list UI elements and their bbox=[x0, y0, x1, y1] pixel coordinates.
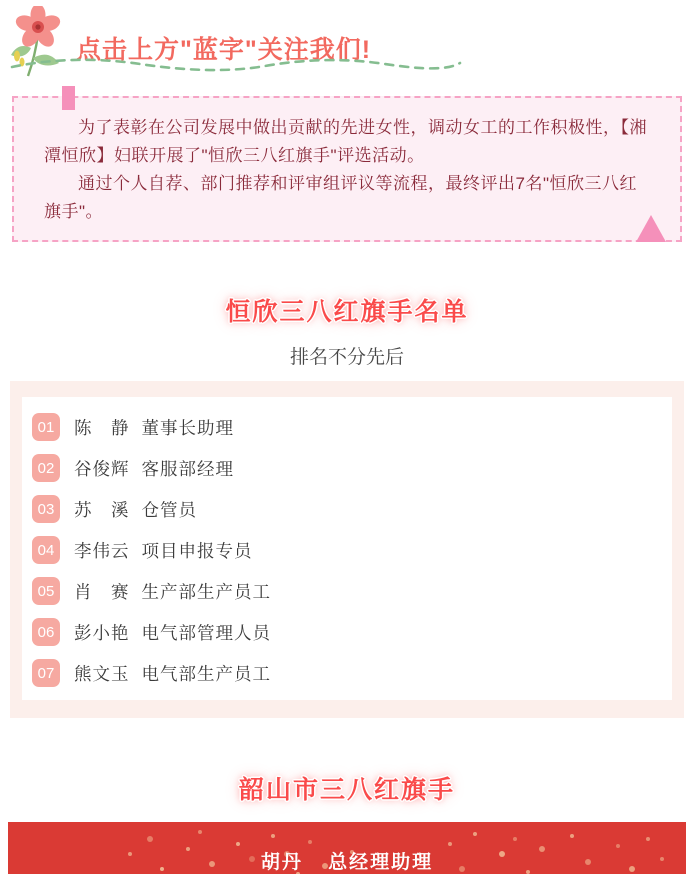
person-job: 生产部生产员工 bbox=[141, 581, 271, 602]
wavy-divider-icon bbox=[10, 54, 462, 76]
intro-box bbox=[12, 96, 682, 242]
roster-row bbox=[32, 413, 662, 441]
rank-badge: 07 bbox=[32, 659, 60, 687]
intro-paragraph-1: 为了表彰在公司发展中做出贡献的先进女性，调动女工的工作积极性，【湘潭恒欣】妇联开展了"恒欣三八红旗手"评选活动。 bbox=[44, 118, 647, 165]
person-name: 李伟云 bbox=[74, 540, 130, 561]
rank-badge: 01 bbox=[32, 413, 60, 441]
roster-subtitle: 排名不分先后 bbox=[289, 347, 404, 368]
person-name: 熊文玉 bbox=[74, 663, 130, 684]
rank-badge: 05 bbox=[32, 577, 60, 605]
person-job: 项目申报专员 bbox=[141, 540, 253, 561]
follow-header bbox=[0, 0, 694, 92]
accent-bar-decoration bbox=[62, 86, 75, 110]
person-job: 客服部经理 bbox=[141, 458, 234, 479]
rank-badge: 04 bbox=[32, 536, 60, 564]
rank-badge: 06 bbox=[32, 618, 60, 646]
roster-row bbox=[32, 454, 662, 482]
rank-badge: 03 bbox=[32, 495, 60, 523]
roster-row bbox=[32, 577, 662, 605]
person-job: 电气部生产员工 bbox=[141, 663, 271, 684]
roster-title: 恒欣三八红旗手名单 bbox=[225, 298, 469, 326]
rank-badge: 02 bbox=[32, 454, 60, 482]
triangle-decoration bbox=[636, 215, 666, 242]
person-job: 董事长助理 bbox=[141, 417, 234, 438]
person-job: 电气部管理人员 bbox=[141, 622, 271, 643]
person-job: 仓管员 bbox=[141, 499, 197, 520]
person-name: 陈 静 bbox=[74, 417, 130, 438]
shaoshan-awardee bbox=[261, 847, 433, 874]
roster-card bbox=[22, 397, 672, 700]
awardee-job: 总经理助理 bbox=[328, 851, 434, 873]
person-name: 谷俊辉 bbox=[74, 458, 130, 479]
awardee-name: 胡丹 bbox=[260, 851, 303, 873]
intro-paragraph-2: 通过个人自荐、部门推荐和评审组评议等流程，最终评出7名"恒欣三八红旗手"。 bbox=[44, 174, 637, 221]
shaoshan-banner bbox=[8, 822, 686, 874]
confetti-speckles-decoration bbox=[8, 822, 12, 826]
roster-row bbox=[32, 618, 662, 646]
shaoshan-title: 韶山市三八红旗手 bbox=[238, 776, 455, 804]
person-name: 肖 赛 bbox=[74, 581, 130, 602]
roster-row bbox=[32, 495, 662, 523]
roster-section bbox=[10, 381, 684, 718]
roster-row bbox=[32, 659, 662, 687]
person-name: 苏 溪 bbox=[74, 499, 130, 520]
person-name: 彭小艳 bbox=[74, 622, 130, 643]
roster-row bbox=[32, 536, 662, 564]
follow-prompt: 点击上方"蓝字"关注我们! bbox=[76, 36, 372, 64]
